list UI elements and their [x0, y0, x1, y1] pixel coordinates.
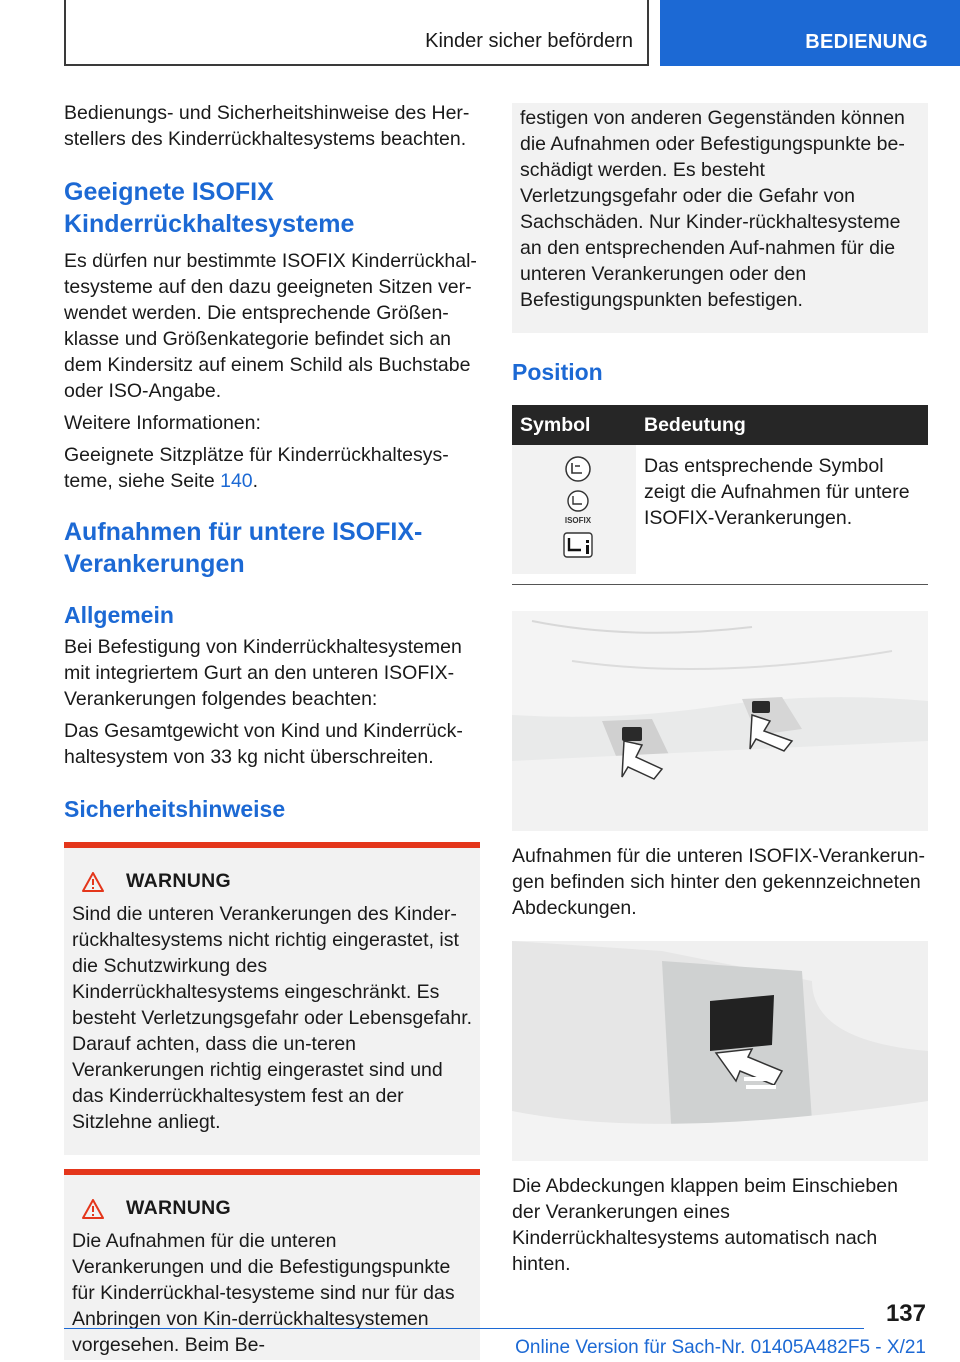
isofix-symbols [520, 453, 620, 559]
page-link-140[interactable]: 140 [220, 470, 253, 492]
heading-aufnahmen: Aufnahmen für untere ISOFIX-Verankerungen [64, 518, 423, 578]
symbol-cell [512, 445, 636, 574]
allgemein-text-2: Das Gesamtgewicht von Kind und Kinderrück-haltesystem von 33 kg nicht überschreiten. [64, 720, 463, 768]
chapter-title: BEDIENUNG [805, 31, 928, 53]
heading-allgemein: Allgemein [64, 602, 174, 628]
intro-text: Bedienungs- und Sicherheitshinweise des Her-stellers des Kinderrückhaltesystems beachten. [64, 102, 470, 150]
isofix-icon [565, 491, 592, 525]
svg-text:ISOFIX: ISOFIX [564, 516, 592, 525]
caption-1: Aufnahmen für die unteren ISOFIX-Verankerun-gen befinden sich hinter den gekennzeichneten Abdeckungen. [512, 845, 925, 919]
warning-box-2-continued [512, 103, 928, 333]
more-info-label: Weitere Informationen: [64, 412, 261, 434]
header-chapter-tab [660, 0, 960, 66]
table-header-symbol: Symbol [512, 405, 636, 445]
warning-text-2: Die Aufnahmen für die unteren Verankerungen und die Befestigungspunkte für Kinderrückhal-tesysteme sind nur für das Anbringen von Kin-derrückhaltesystemen vorgesehen. Beim Be- [72, 1230, 455, 1356]
footer-divider [64, 1328, 864, 1329]
table-row [512, 445, 928, 574]
geeignete-text: Es dürfen nur bestimmte ISOFIX Kinderrückhal-tesysteme auf den dazu geeigneten Sitzen ver-wendet werden. Die entsprechende Größen-klasse und Größenkategorie befindet sich an dem Kindersitz auf einem Schild als Buchstabe oder ISO-Angabe. [64, 250, 477, 402]
photo-seat-isofix-covers [512, 611, 928, 831]
reference-text: Geeignete Sitzplätze für Kinderrückhaltesys-teme, siehe Seite 140. [64, 444, 449, 492]
child-seat-info-icon [564, 533, 592, 557]
meaning-cell: Das entsprechende Symbol zeigt die Aufnahmen für untere ISOFIX-Verankerungen. [644, 455, 910, 529]
table-divider [512, 584, 928, 585]
warning-text-2-continued: festigen von anderen Gegenständen können die Aufnahmen oder Befestigungspunkte be-schädigt werden. Es besteht Verletzungsgefahr oder die Gefahr von Sachschäden. Nur Kinder-rückhaltesysteme an den entsprechenden Auf-nahmen für die unteren Verankerungen oder den Befestigungspunkten befestigen. [520, 107, 905, 311]
child-seat-icon [566, 457, 590, 481]
page-number: 137 [885, 1300, 926, 1327]
warning-box-2 [64, 1169, 480, 1360]
heading-geeignete-isofix: Geeignete ISOFIX Kinderrückhaltesysteme [64, 178, 355, 238]
warning-icon [82, 872, 104, 892]
symbol-table [512, 405, 928, 574]
heading-sicherheitshinweise: Sicherheitshinweise [64, 796, 286, 822]
allgemein-text-1: Bei Befestigung von Kinderrückhaltesystemen mit integriertem Gurt an den unteren ISOFIX-Verankerungen folgendes beachten: [64, 636, 462, 710]
header-section-tab [64, 0, 649, 66]
section-title: Kinder sicher befördern [425, 30, 633, 52]
warning-label: WARNUNG [126, 870, 232, 892]
warning-box-1 [64, 842, 480, 1155]
left-column [64, 100, 480, 1360]
table-header-meaning: Bedeutung [636, 405, 928, 445]
warning-text-1: Sind die unteren Verankerungen des Kinder-rückhaltesystems nicht richtig eingerastet, ist die Schutzwirkung des Kinderrückhaltesystems eingeschränkt. Es besteht Verletzungsgefahr oder Lebensgefahr. Darauf achten, dass die un-teren Verankerungen richtig eingerastet sind und das Kinderrückhaltesystem fest an der Sitzlehne anliegt. [72, 903, 473, 1133]
footer-online-version: Online Version für Sach-Nr. 01405A482F5 - X/21 [515, 1337, 926, 1358]
photo-isofix-cover-closeup [512, 941, 928, 1161]
warning-label: WARNUNG [126, 1197, 232, 1219]
caption-2: Die Abdeckungen klappen beim Einschieben der Verankerungen eines Kinderrückhaltesystems automatisch nach hinten. [512, 1175, 898, 1275]
right-column [512, 103, 928, 1283]
heading-position: Position [512, 359, 603, 385]
warning-icon [82, 1199, 104, 1219]
